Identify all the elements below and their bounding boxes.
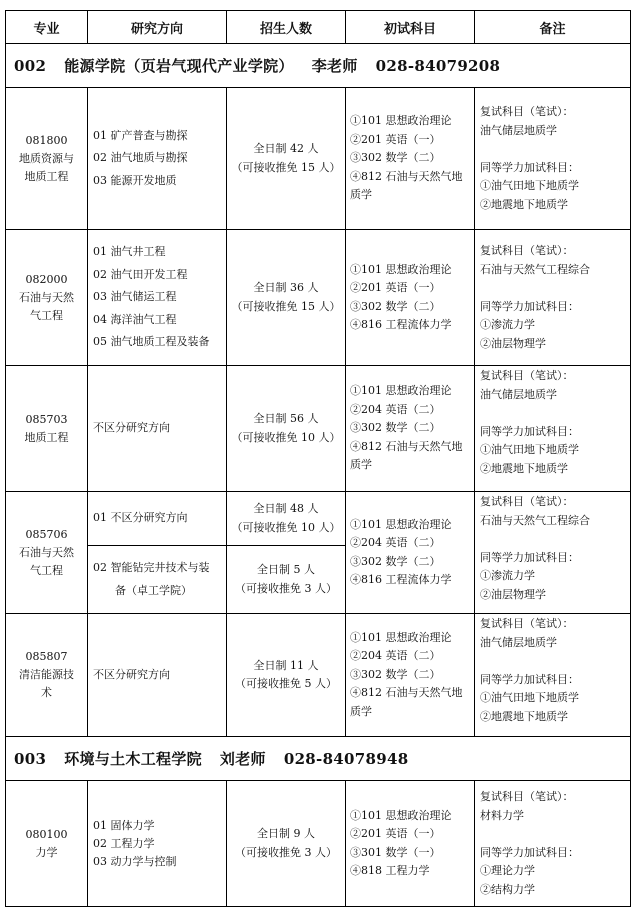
section-contact: 李老师 bbox=[311, 57, 358, 75]
header-row bbox=[6, 11, 631, 44]
direction-item: 备（卓工学院） bbox=[115, 583, 192, 597]
extra-title: 同等学力加试科目： bbox=[480, 845, 579, 859]
exam-subject: ②201 英语（一） bbox=[350, 827, 441, 840]
major-name: 石油与天然 bbox=[19, 545, 74, 559]
direction-cell bbox=[88, 88, 227, 230]
exam-subject: ②204 英语（二） bbox=[350, 536, 441, 549]
exam-subject: ③302 数学（二） bbox=[350, 667, 441, 681]
header-notes: 备注 bbox=[475, 11, 631, 44]
retest-subject: 石油与天然气工程综合 bbox=[480, 513, 590, 527]
notes-cell bbox=[475, 366, 631, 492]
direction-item: 02 油气地质与勘探 bbox=[93, 151, 188, 165]
extra-subject: ②油层物理学 bbox=[480, 587, 546, 601]
retest-subject: 石油与天然气工程综合 bbox=[480, 262, 590, 276]
quota-exempt: （可接收推免 10 人） bbox=[231, 520, 341, 534]
quota-full-time: 全日制 36 人 bbox=[253, 281, 319, 294]
section-row bbox=[6, 44, 631, 88]
notes-cell bbox=[475, 614, 631, 737]
extra-subject: ①油气田地下地质学 bbox=[480, 179, 579, 192]
exam-subject: ④818 工程力学 bbox=[350, 864, 430, 877]
exam-cell bbox=[346, 230, 475, 366]
extra-subject: ①渗流力学 bbox=[480, 318, 535, 331]
quota-cell bbox=[227, 781, 346, 907]
exam-subject: ①101 思想政治理论 bbox=[350, 262, 452, 276]
header-exam-subjects: 初试科目 bbox=[346, 11, 475, 44]
exam-cell bbox=[346, 366, 475, 492]
direction-cell bbox=[88, 614, 227, 737]
quota-full-time: 全日制 48 人 bbox=[253, 502, 319, 515]
direction-item: 01 矿产普查与勘探 bbox=[93, 128, 188, 142]
major-cell bbox=[6, 614, 88, 737]
major-name: 气工程 bbox=[30, 308, 63, 322]
table-row bbox=[6, 781, 631, 907]
quota-exempt: （可接收推免 10 人） bbox=[231, 430, 341, 444]
table-row bbox=[6, 492, 631, 546]
quota-cell bbox=[227, 546, 346, 614]
major-code: 085703 bbox=[25, 412, 68, 426]
exam-subject: 质学 bbox=[350, 458, 372, 472]
admissions-table bbox=[5, 10, 631, 907]
table-row bbox=[6, 366, 631, 492]
direction-item: 02 油气田开发工程 bbox=[93, 267, 188, 281]
extra-title: 同等学力加试科目： bbox=[480, 550, 579, 564]
notes-cell bbox=[475, 492, 631, 614]
section-title bbox=[6, 737, 631, 781]
direction-cell bbox=[88, 781, 227, 907]
extra-subject: ①渗流力学 bbox=[480, 569, 535, 582]
quota-exempt: （可接收推免 3 人） bbox=[235, 845, 337, 859]
extra-subject: ②地震地下地质学 bbox=[480, 197, 568, 211]
header-quota: 招生人数 bbox=[227, 11, 346, 44]
retest-title: 复试科目（笔试）： bbox=[480, 790, 574, 803]
extra-subject: ②结构力学 bbox=[480, 882, 535, 896]
exam-cell bbox=[346, 614, 475, 737]
exam-subject: ④816 工程流体力学 bbox=[350, 318, 452, 331]
exam-subject: ①101 思想政治理论 bbox=[350, 630, 452, 644]
exam-subject: 质学 bbox=[350, 704, 372, 718]
section-phone: 028-84078948 bbox=[283, 750, 409, 768]
major-code: 085807 bbox=[25, 650, 68, 663]
exam-subject: ②204 英语（二） bbox=[350, 402, 441, 416]
major-cell bbox=[6, 492, 88, 614]
major-code: 081800 bbox=[25, 133, 68, 147]
major-name: 地质资源与 bbox=[19, 151, 74, 165]
exam-cell bbox=[346, 492, 475, 614]
exam-subject: ①101 思想政治理论 bbox=[350, 384, 452, 398]
exam-subject: 质学 bbox=[350, 188, 372, 202]
section-contact: 刘老师 bbox=[219, 750, 266, 768]
section-name: 环境与土木工程学院 bbox=[64, 750, 202, 768]
table-row bbox=[6, 614, 631, 737]
quota-exempt: （可接收推免 15 人） bbox=[231, 299, 341, 313]
exam-subject: ③302 数学（二） bbox=[350, 554, 441, 568]
direction-item: 02 工程力学 bbox=[93, 836, 155, 850]
direction-item: 03 油气储运工程 bbox=[93, 290, 177, 304]
major-code: 082000 bbox=[25, 272, 68, 286]
direction-item: 01 油气井工程 bbox=[93, 245, 166, 259]
retest-title: 复试科目（笔试）： bbox=[480, 244, 574, 257]
extra-title: 同等学力加试科目： bbox=[480, 672, 579, 686]
major-name: 地质工程 bbox=[24, 430, 69, 444]
quota-cell bbox=[227, 492, 346, 546]
major-name: 石油与天然 bbox=[19, 290, 74, 304]
header-major: 专业 bbox=[6, 11, 88, 44]
extra-title: 同等学力加试科目： bbox=[480, 424, 579, 438]
exam-subject: ①101 思想政治理论 bbox=[350, 808, 452, 822]
header-direction: 研究方向 bbox=[88, 11, 227, 44]
major-cell bbox=[6, 230, 88, 366]
section-phone: 028-84079208 bbox=[375, 57, 501, 75]
retest-title: 复试科目（笔试）： bbox=[480, 495, 574, 508]
quota-full-time: 全日制 56 人 bbox=[253, 412, 319, 425]
direction-item: 不区分研究方向 bbox=[93, 421, 170, 435]
extra-title: 同等学力加试科目： bbox=[480, 160, 579, 174]
direction-item: 不区分研究方向 bbox=[93, 667, 170, 681]
exam-cell bbox=[346, 88, 475, 230]
section-row bbox=[6, 737, 631, 781]
direction-item: 01 不区分研究方向 bbox=[93, 511, 188, 525]
exam-subject: ②204 英语（二） bbox=[350, 649, 441, 663]
extra-subject: ②地震地下地质学 bbox=[480, 461, 568, 475]
retest-title: 复试科目（笔试）： bbox=[480, 617, 574, 630]
retest-subject: 油气储层地质学 bbox=[480, 387, 557, 401]
extra-subject: ①理论力学 bbox=[480, 864, 535, 877]
retest-title: 复试科目（笔试）： bbox=[480, 369, 574, 382]
retest-title: 复试科目（笔试）： bbox=[480, 105, 574, 118]
direction-item: 05 油气地质工程及装备 bbox=[93, 335, 210, 349]
exam-subject: ②201 英语（一） bbox=[350, 281, 441, 294]
major-name: 清洁能源技 bbox=[19, 668, 74, 681]
exam-cell bbox=[346, 781, 475, 907]
exam-subject: ④812 石油与天然气地 bbox=[350, 439, 463, 453]
quota-full-time: 全日制 11 人 bbox=[253, 658, 319, 672]
section-code: 002 bbox=[14, 57, 47, 75]
exam-subject: ④812 石油与天然气地 bbox=[350, 169, 463, 183]
quota-full-time: 全日制 9 人 bbox=[257, 827, 315, 840]
exam-subject: ③302 数学（二） bbox=[350, 299, 441, 313]
exam-subject: ④812 石油与天然气地 bbox=[350, 686, 463, 700]
exam-subject: ④816 工程流体力学 bbox=[350, 573, 452, 586]
quota-cell bbox=[227, 614, 346, 737]
direction-item: 04 海洋油气工程 bbox=[93, 312, 177, 326]
exam-subject: ③302 数学（二） bbox=[350, 151, 441, 165]
direction-cell bbox=[88, 546, 227, 614]
direction-cell bbox=[88, 366, 227, 492]
table-row bbox=[6, 88, 631, 230]
quota-exempt: （可接收推免 5 人） bbox=[235, 677, 337, 690]
section-name: 能源学院（页岩气现代产业学院） bbox=[64, 57, 294, 75]
major-name: 力学 bbox=[35, 845, 58, 859]
exam-subject: ③302 数学（二） bbox=[350, 421, 441, 435]
direction-cell bbox=[88, 230, 227, 366]
quota-full-time: 全日制 42 人 bbox=[253, 142, 319, 155]
notes-cell bbox=[475, 781, 631, 907]
retest-subject: 油气储层地质学 bbox=[480, 123, 557, 137]
quota-exempt: （可接收推免 3 人） bbox=[235, 581, 337, 595]
notes-cell bbox=[475, 230, 631, 366]
exam-subject: ①101 思想政治理论 bbox=[350, 114, 452, 128]
quota-cell bbox=[227, 366, 346, 492]
table-row bbox=[6, 230, 631, 366]
major-cell bbox=[6, 88, 88, 230]
direction-item: 01 固体力学 bbox=[93, 818, 155, 832]
quota-exempt: （可接收推免 15 人） bbox=[231, 160, 341, 174]
quota-full-time: 全日制 5 人 bbox=[257, 563, 315, 576]
section-code: 003 bbox=[14, 750, 47, 768]
retest-subject: 油气储层地质学 bbox=[480, 635, 557, 649]
extra-title: 同等学力加试科目： bbox=[480, 299, 579, 313]
exam-subject: ①101 思想政治理论 bbox=[350, 517, 452, 531]
direction-item: 03 能源开发地质 bbox=[93, 173, 177, 187]
notes-cell bbox=[475, 88, 631, 230]
section-title bbox=[6, 44, 631, 88]
major-name: 地质工程 bbox=[24, 169, 69, 183]
direction-item: 03 动力学与控制 bbox=[93, 854, 177, 868]
quota-cell bbox=[227, 230, 346, 366]
extra-subject: ②地震地下地质学 bbox=[480, 709, 568, 723]
direction-cell bbox=[88, 492, 227, 546]
extra-subject: ①油气田地下地质学 bbox=[480, 691, 579, 704]
major-name: 气工程 bbox=[30, 563, 63, 577]
direction-item: 02 智能钻完井技术与装 bbox=[93, 561, 210, 574]
extra-subject: ①油气田地下地质学 bbox=[480, 443, 579, 456]
exam-subject: ③301 数学（一） bbox=[350, 845, 441, 859]
retest-subject: 材料力学 bbox=[480, 808, 524, 822]
major-name: 术 bbox=[41, 686, 52, 699]
quota-cell bbox=[227, 88, 346, 230]
major-cell bbox=[6, 781, 88, 907]
major-code: 085706 bbox=[25, 527, 68, 541]
extra-subject: ②油层物理学 bbox=[480, 336, 546, 350]
major-code: 080100 bbox=[25, 827, 68, 841]
major-cell bbox=[6, 366, 88, 492]
exam-subject: ②201 英语（一） bbox=[350, 132, 441, 146]
